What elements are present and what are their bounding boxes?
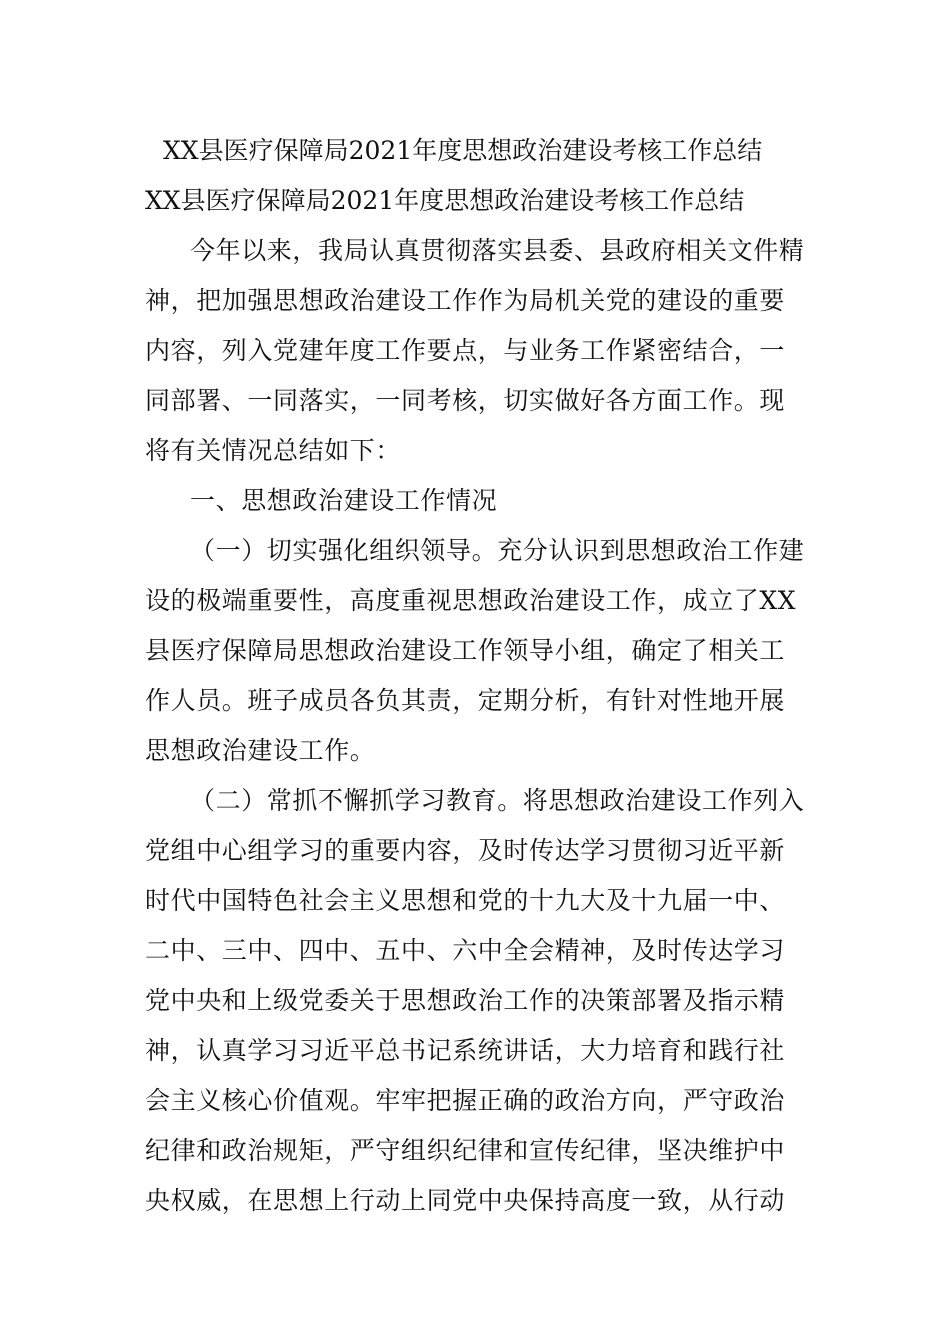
paragraph-line: 今年以来，我局认真贯彻落实县委、县政府相关文件精 bbox=[190, 236, 805, 265]
paragraph-line: 同部署、一同落实，一同考核，切实做好各方面工作。现 bbox=[145, 386, 786, 415]
paragraph-line: 时代中国特色社会主义思想和党的十九大及十九届一中、 bbox=[145, 886, 786, 915]
document-title: XX县医疗保障局2021年度思想政治建设考核工作总结 bbox=[163, 136, 763, 165]
paragraph-line: 将有关情况总结如下： bbox=[145, 436, 402, 465]
paragraph-line: 二中、三中、四中、五中、六中全会精神，及时传达学习 bbox=[145, 936, 786, 965]
paragraph-line: 央权威，在思想上行动上同党中央保持高度一致，从行动 bbox=[145, 1186, 786, 1215]
paragraph-line: 作人员。班子成员各负其责，定期分析，有针对性地开展 bbox=[145, 686, 786, 715]
paragraph-line: 内容，列入党建年度工作要点，与业务工作紧密结合，一 bbox=[145, 336, 786, 365]
section-heading: 一、思想政治建设工作情况 bbox=[190, 486, 498, 515]
paragraph-line: 党组中心组学习的重要内容，及时传达学习贯彻习近平新 bbox=[145, 836, 786, 865]
paragraph-line: 纪律和政治规矩，严守组织纪律和宣传纪律，坚决维护中 bbox=[145, 1136, 786, 1165]
paragraph-line: 党中央和上级党委关于思想政治工作的决策部署及指示精 bbox=[145, 986, 786, 1015]
paragraph-line: 思想政治建设工作。 bbox=[145, 736, 376, 765]
paragraph-line: 神，把加强思想政治建设工作作为局机关党的建设的重要 bbox=[145, 286, 786, 315]
document-title-repeat: XX县医疗保障局2021年度思想政治建设考核工作总结 bbox=[145, 186, 745, 215]
paragraph-line: 神，认真学习习近平总书记系统讲话，大力培育和践行社 bbox=[145, 1036, 786, 1065]
paragraph-line: 会主义核心价值观。牢牢把握正确的政治方向，严守政治 bbox=[145, 1086, 786, 1115]
paragraph-line: 设的极端重要性，高度重视思想政治建设工作，成立了XX bbox=[145, 586, 797, 615]
paragraph-line: （二）常抓不懈抓学习教育。将思想政治建设工作列入 bbox=[190, 786, 805, 815]
paragraph-line: （一）切实强化组织领导。充分认识到思想政治工作建 bbox=[190, 536, 805, 565]
paragraph-line: 县医疗保障局思想政治建设工作领导小组，确定了相关工 bbox=[145, 636, 786, 665]
